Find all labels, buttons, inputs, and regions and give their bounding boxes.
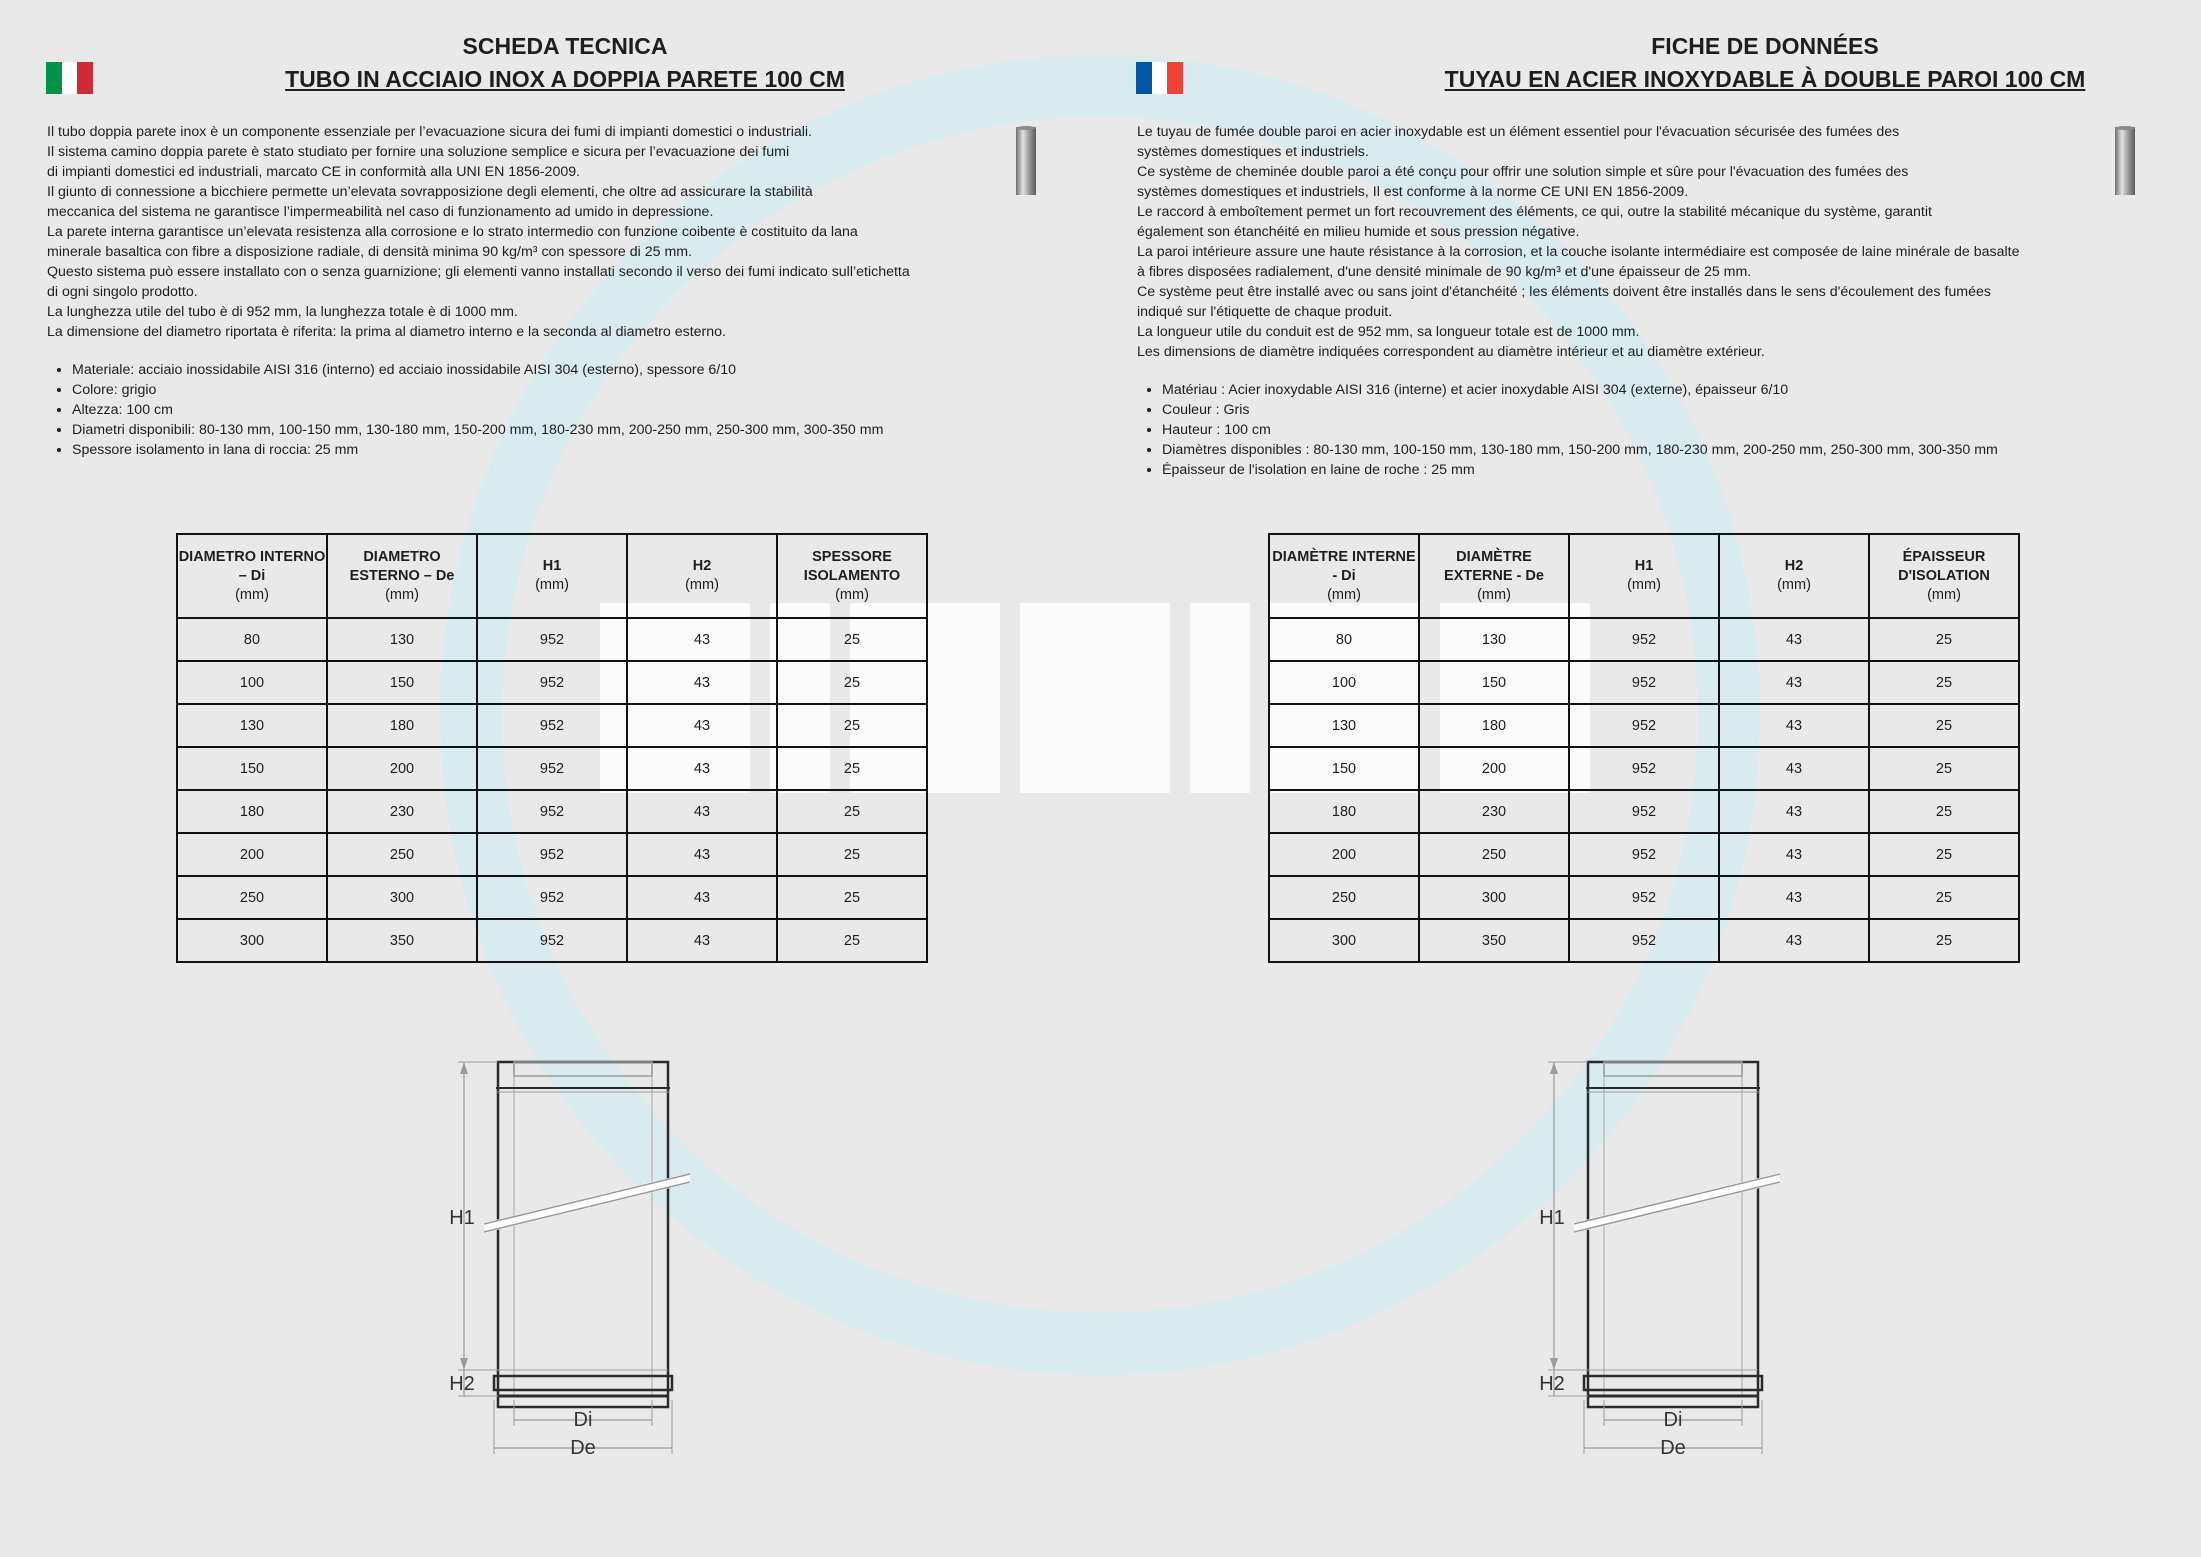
paragraph-line: Ce système peut être installé avec ou sans joint d'étanchéité ; les éléments doivent être installés dans le sens d'écoulement des fumées	[1137, 284, 1991, 300]
paragraph-line: indiqué sur l'étiquette de chaque produit.	[1137, 304, 1393, 320]
de-label: De	[570, 1437, 596, 1459]
header-title: H2	[1784, 558, 1804, 574]
header-title: H2	[692, 558, 712, 574]
table-cell: 952	[477, 618, 627, 661]
table-cell: 200	[327, 747, 477, 790]
table-cell: 130	[1419, 618, 1569, 661]
italian-title: TUBO IN ACCIAIO INOX A DOPPIA PARETE 100 CM	[285, 66, 845, 92]
list-item: • Materiale: acciaio inossidabile AISI 316 (interno) ed acciaio inossidabile AISI 304 (esterno), spessore 6/10	[72, 360, 1077, 380]
table-row	[177, 661, 927, 704]
header-title: DIAMÈTRE EXTERNE - De	[1444, 548, 1544, 584]
header-title: DIAMETRO ESTERNO – De	[349, 548, 455, 584]
french-heading	[1265, 30, 2201, 96]
table-row	[1269, 790, 2019, 833]
table-cell: 350	[1419, 919, 1569, 962]
table-cell: 43	[627, 790, 777, 833]
paragraph-line: di impianti domestici ed industriali, marcato CE in conformità alla UNI EN 1856-2009.	[47, 164, 581, 180]
header-unit: (mm)	[385, 586, 419, 603]
table-cell: 952	[477, 704, 627, 747]
french-paragraphs	[1137, 122, 2187, 362]
table-cell: 200	[177, 833, 327, 876]
break-line	[484, 1182, 690, 1232]
table-header-cell	[477, 534, 627, 618]
italian-pipe-drawing	[440, 1050, 700, 1470]
table-cell: 250	[1269, 876, 1419, 919]
table-cell: 43	[627, 661, 777, 704]
table-cell: 25	[777, 919, 927, 962]
table-header-cell	[177, 534, 327, 618]
table-cell: 43	[1719, 704, 1869, 747]
french-pipe-drawing	[1530, 1050, 1790, 1470]
table-row	[1269, 747, 2019, 790]
table-header-row	[177, 534, 927, 618]
table-cell: 25	[1869, 833, 2019, 876]
list-item: • Épaisseur de l'isolation en laine de roche : 25 mm	[1162, 460, 2187, 480]
header-unit: (mm)	[535, 577, 569, 593]
table-header-cell	[327, 534, 477, 618]
paragraph-line: Ce système de cheminée double paroi a été conçu pour offrir une solution simple et sûre pour l'évacuation des fumées des	[1137, 164, 1909, 180]
table-row	[177, 790, 927, 833]
table-row	[1269, 919, 2019, 962]
table-cell: 150	[327, 661, 477, 704]
table-cell: 952	[1569, 919, 1719, 962]
header-unit: (mm)	[235, 586, 269, 603]
arrow-head-icon	[460, 1062, 468, 1074]
table-header-cell	[1869, 534, 2019, 618]
paragraph-line: Questo sistema può essere installato con o senza guarnizione; gli elementi vanno installati secondo il verso dei fumi indicato sull’etichetta	[47, 264, 910, 280]
paragraph-line: Le tuyau de fumée double paroi en acier inoxydable est un élément essentiel pour l'évacuation sécurisée des fumées des	[1137, 124, 1900, 140]
list-item: • Matériau : Acier inoxydable AISI 316 (interne) et acier inoxydable AISI 304 (externe), épaisseur 6/10	[1162, 380, 2187, 400]
pipe-bottom-collar	[494, 1376, 672, 1390]
table-cell: 43	[1719, 661, 1869, 704]
break-line	[484, 1174, 690, 1224]
table-cell: 25	[777, 661, 927, 704]
table-cell: 80	[177, 618, 327, 661]
h2-label: H2	[1539, 1373, 1565, 1395]
table-cell: 952	[1569, 704, 1719, 747]
table-cell: 300	[327, 876, 477, 919]
paragraph-line: Il giunto di connessione a bicchiere permette un’elevata sovrapposizione degli elementi, che oltre ad assicurare la stabilità	[47, 184, 813, 200]
italian-description	[47, 122, 1077, 460]
di-label: Di	[1663, 1409, 1683, 1431]
table-cell: 43	[1719, 747, 1869, 790]
table-cell: 43	[627, 747, 777, 790]
table-header-cell	[1419, 534, 1569, 618]
table-cell: 952	[477, 747, 627, 790]
header-unit: (mm)	[1627, 577, 1661, 593]
table-cell: 25	[777, 833, 927, 876]
table-cell: 230	[327, 790, 477, 833]
paragraph-line: à fibres disposées radialement, d'une densité minimale de 90 kg/m³ et d'une épaisseur de 25 mm.	[1137, 264, 1752, 280]
table-cell: 952	[1569, 618, 1719, 661]
table-cell: 952	[477, 833, 627, 876]
table-cell: 43	[627, 618, 777, 661]
list-item: • Altezza: 100 cm	[72, 400, 1077, 420]
table-cell: 952	[1569, 876, 1719, 919]
table-cell: 43	[627, 876, 777, 919]
paragraph-line: également son étanchéité en milieu humide et sous pression négative.	[1137, 224, 1580, 240]
table-cell: 25	[1869, 661, 2019, 704]
table-row	[177, 618, 927, 661]
table-cell: 200	[1269, 833, 1419, 876]
pipe-bottom-collar	[1584, 1376, 1762, 1390]
table-cell: 100	[1269, 661, 1419, 704]
french-section	[1100, 0, 2200, 1557]
table-cell: 952	[477, 919, 627, 962]
pipe-technical-drawing	[440, 1050, 700, 1470]
header-unit: (mm)	[835, 586, 869, 603]
french-spec-table	[1268, 533, 2020, 963]
break-line	[1574, 1182, 1780, 1232]
table-row	[177, 747, 927, 790]
table-row	[1269, 833, 2019, 876]
paragraph-line: Il sistema camino doppia parete è stato studiato per fornire una soluzione semplice e sicura per l’evacuazione dei fumi	[47, 144, 790, 160]
table-header-cell	[1569, 534, 1719, 618]
paragraph-line: Les dimensions de diamètre indiquées correspondent au diamètre intérieur et au diamètre extérieur.	[1137, 344, 1765, 360]
paragraph-line: La dimensione del diametro riportata è riferita: la prima al diametro interno e la seconda al diametro esterno.	[47, 324, 726, 340]
header-title: H1	[1634, 558, 1654, 574]
list-item: • Diametri disponibili: 80-130 mm, 100-150 mm, 130-180 mm, 150-200 mm, 180-230 mm, 200-250 mm, 250-300 mm, 300-350 mm	[72, 420, 1077, 440]
header-unit: (mm)	[1327, 586, 1361, 603]
french-title: TUYAU EN ACIER INOXYDABLE À DOUBLE PAROI 100 CM	[1444, 66, 2086, 92]
table-cell: 200	[1419, 747, 1569, 790]
arrow-head-icon	[460, 1358, 468, 1370]
table-cell: 952	[1569, 747, 1719, 790]
table-cell: 25	[1869, 919, 2019, 962]
table-row	[1269, 618, 2019, 661]
pipe-technical-drawing	[1530, 1050, 1790, 1470]
header-unit: (mm)	[1927, 586, 1961, 603]
header-unit: (mm)	[685, 577, 719, 593]
paragraph-line: systèmes domestiques et industriels, Il est conforme à la norme CE UNI EN 1856-2009.	[1137, 184, 1689, 200]
table-cell: 952	[1569, 833, 1719, 876]
table-header-row	[1269, 534, 2019, 618]
pipe-outer-wall	[498, 1062, 668, 1407]
table-header-cell	[627, 534, 777, 618]
header-unit: (mm)	[1477, 586, 1511, 603]
paragraph-line: La longueur utile du conduit est de 952 mm, sa longueur totale est de 1000 mm.	[1137, 324, 1640, 340]
table-cell: 25	[1869, 618, 2019, 661]
header-title: DIAMETRO INTERNO – Di	[178, 548, 326, 584]
table-cell: 952	[477, 790, 627, 833]
table-row	[177, 876, 927, 919]
pipe-top-socket	[514, 1062, 652, 1076]
table-header-cell	[1719, 534, 1869, 618]
h2-label: H2	[449, 1373, 475, 1395]
di-label: Di	[573, 1409, 593, 1431]
table-row	[1269, 661, 2019, 704]
table-cell: 180	[327, 704, 477, 747]
header-unit: (mm)	[1777, 577, 1811, 593]
table-row	[177, 704, 927, 747]
break-gap	[1574, 1178, 1780, 1228]
table-row	[1269, 876, 2019, 919]
table-cell: 180	[1269, 790, 1419, 833]
table-cell: 952	[1569, 790, 1719, 833]
table-cell: 952	[1569, 661, 1719, 704]
table-row	[1269, 704, 2019, 747]
table-row	[177, 919, 927, 962]
pipe-top-socket	[1604, 1062, 1742, 1076]
paragraph-line: Il tubo doppia parete inox è un componente essenziale per l’evacuazione sicura dei fumi di impianti domestici o industriali.	[47, 124, 812, 140]
italian-spec-list	[47, 360, 1077, 460]
france-flag-icon	[1136, 62, 1183, 94]
french-spec-list	[1137, 380, 2187, 480]
table-cell: 25	[1869, 876, 2019, 919]
table-cell: 25	[777, 618, 927, 661]
table-cell: 300	[1419, 876, 1569, 919]
table-cell: 43	[1719, 919, 1869, 962]
table-cell: 952	[477, 661, 627, 704]
table-cell: 25	[777, 876, 927, 919]
italian-label: SCHEDA TECNICA	[462, 33, 668, 59]
list-item: • Diamètres disponibles : 80-130 mm, 100-150 mm, 130-180 mm, 150-200 mm, 180-230 mm, 200-250 mm, 250-300 mm, 300-350 mm	[1162, 440, 2187, 460]
list-item: • Colore: grigio	[72, 380, 1077, 400]
header-title: DIAMÈTRE INTERNE - Di	[1272, 548, 1416, 584]
table-cell: 150	[177, 747, 327, 790]
paragraph-line: minerale basaltica con fibre a disposizione radiale, di densità minima 90 kg/m³ con spessore di 25 mm.	[47, 244, 693, 260]
header-title: ÉPAISSEUR D'ISOLATION	[1898, 548, 1990, 584]
table-cell: 43	[1719, 618, 1869, 661]
table-cell: 43	[1719, 876, 1869, 919]
italian-paragraphs	[47, 122, 1077, 342]
de-label: De	[1660, 1437, 1686, 1459]
header-title: SPESSORE ISOLAMENTO	[803, 548, 901, 584]
table-cell: 80	[1269, 618, 1419, 661]
table-cell: 952	[477, 876, 627, 919]
table-cell: 25	[1869, 704, 2019, 747]
h1-label: H1	[1539, 1207, 1565, 1229]
table-cell: 25	[1869, 790, 2019, 833]
italy-flag-icon	[46, 62, 93, 94]
list-item: • Couleur : Gris	[1162, 400, 2187, 420]
table-cell: 43	[1719, 833, 1869, 876]
paragraph-line: La lunghezza utile del tubo è di 952 mm, la lunghezza totale è di 1000 mm.	[47, 304, 518, 320]
table-cell: 250	[1419, 833, 1569, 876]
italian-heading	[165, 30, 965, 96]
table-cell: 250	[177, 876, 327, 919]
arrow-head-icon	[1550, 1062, 1558, 1074]
table-cell: 25	[777, 704, 927, 747]
table-cell: 130	[327, 618, 477, 661]
table-cell: 300	[177, 919, 327, 962]
list-item: • Hauteur : 100 cm	[1162, 420, 2187, 440]
french-description	[1137, 122, 2187, 480]
table-cell: 43	[627, 833, 777, 876]
italian-spec-table	[176, 533, 928, 963]
table-cell: 150	[1419, 661, 1569, 704]
table-cell: 43	[627, 704, 777, 747]
table-cell: 250	[327, 833, 477, 876]
paragraph-line: systèmes domestiques et industriels.	[1137, 144, 1369, 160]
paragraph-line: di ogni singolo prodotto.	[47, 284, 198, 300]
table-cell: 350	[327, 919, 477, 962]
table-cell: 130	[177, 704, 327, 747]
table-cell: 25	[1869, 747, 2019, 790]
table-header-cell	[777, 534, 927, 618]
paragraph-line: Le raccord à emboîtement permet un fort recouvrement des éléments, ce qui, outre la stabilité mécanique du système, garantit	[1137, 204, 1932, 220]
break-line	[1574, 1174, 1780, 1224]
french-label: FICHE DE DONNÉES	[1651, 33, 1879, 59]
pipe-outer-wall	[1588, 1062, 1758, 1407]
italian-section	[0, 0, 1100, 1557]
table-cell: 150	[1269, 747, 1419, 790]
table-cell: 43	[627, 919, 777, 962]
paragraph-line: La paroi intérieure assure une haute résistance à la corrosion, et la couche isolante intermédiaire est composée de laine minérale de basalte	[1137, 244, 2020, 260]
table-header-cell	[1269, 534, 1419, 618]
table-cell: 300	[1269, 919, 1419, 962]
list-item: • Spessore isolamento in lana di roccia: 25 mm	[72, 440, 1077, 460]
table-cell: 43	[1719, 790, 1869, 833]
table-row	[177, 833, 927, 876]
header-title: H1	[542, 558, 562, 574]
table-cell: 180	[177, 790, 327, 833]
break-gap	[484, 1178, 690, 1228]
paragraph-line: meccanica del sistema ne garantisce l’impermeabilità nel caso di funzionamento ad umido in depressione.	[47, 204, 714, 220]
arrow-head-icon	[1550, 1358, 1558, 1370]
table-cell: 180	[1419, 704, 1569, 747]
table-cell: 230	[1419, 790, 1569, 833]
h1-label: H1	[449, 1207, 475, 1229]
table-cell: 130	[1269, 704, 1419, 747]
table-cell: 25	[777, 747, 927, 790]
paragraph-line: La parete interna garantisce un’elevata resistenza alla corrosione e lo strato intermedio con funzione coibente è costituito da lana	[47, 224, 858, 240]
table-cell: 100	[177, 661, 327, 704]
table-cell: 25	[777, 790, 927, 833]
